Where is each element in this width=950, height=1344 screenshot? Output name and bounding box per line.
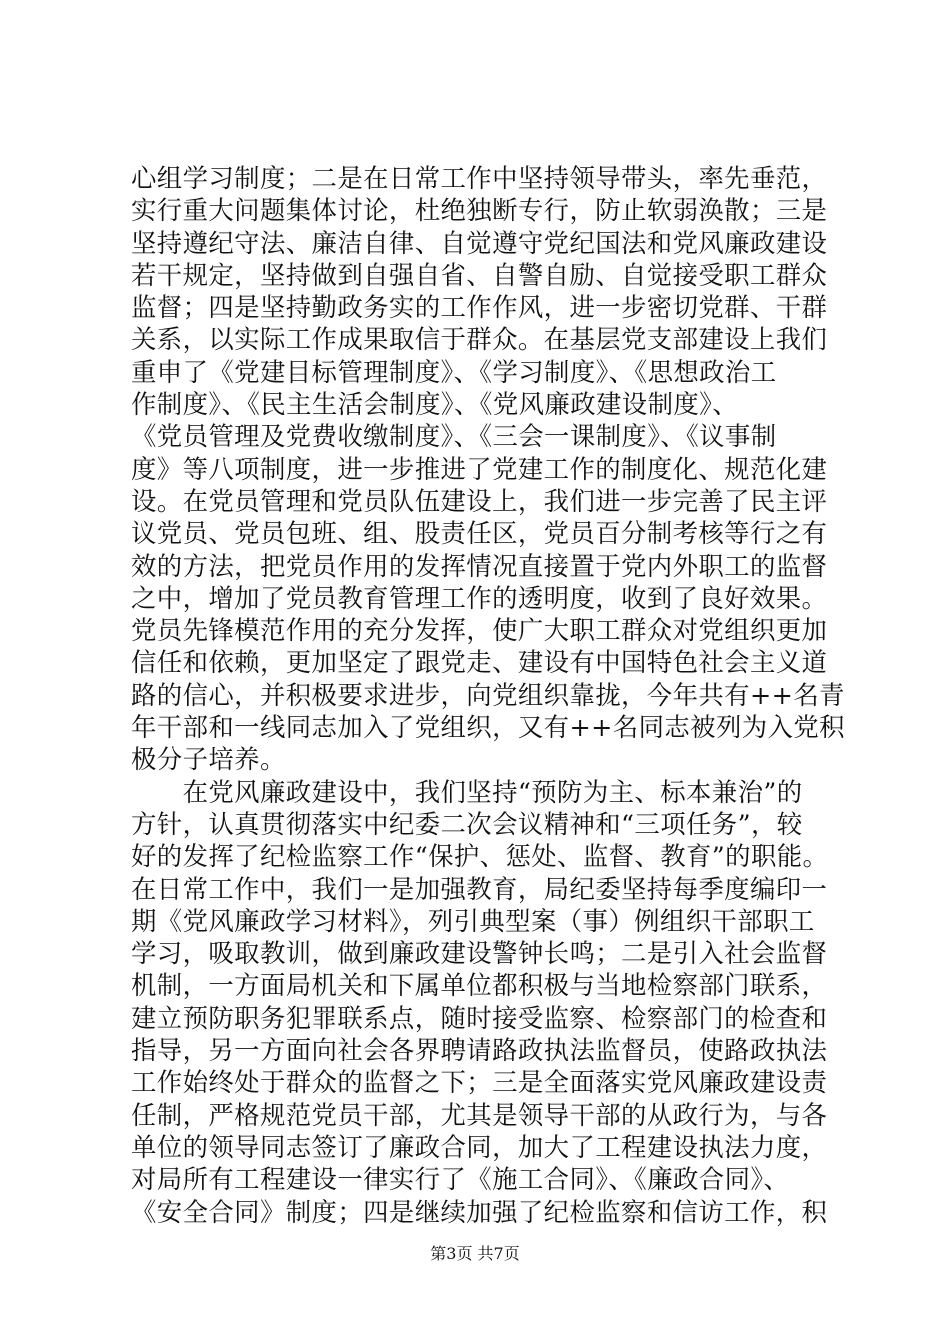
text-line: 工作始终处于群众的监督之下；三是全面落实党风廉政建设责 <box>131 1067 828 1098</box>
text-line: 信任和依赖，更加坚定了跟党走、建设有中国特色社会主义道 <box>131 647 828 678</box>
text-line: 对局所有工程建设一律实行了《施工合同》、《廉政合同》、 <box>131 1164 790 1195</box>
text-line: 学习，吸取教训，做到廉政建设警钟长鸣；二是引入社会监督 <box>131 938 828 969</box>
text-line: 单位的领导同志签订了廉政合同，加大了工程建设执法力度， <box>131 1131 828 1162</box>
text-line: 在日常工作中，我们一是加强教育，局纪委坚持每季度编印一 <box>131 873 828 904</box>
text-line: 之中，增加了党员教育管理工作的透明度，收到了良好效果。 <box>131 582 828 613</box>
text-line: 《党员管理及党费收缴制度》、《三会一课制度》、《议事制 <box>131 421 777 452</box>
text-line: 党员先锋模范作用的充分发挥，使广大职工群众对党组织更加 <box>131 615 828 646</box>
text-line: 任制，严格规范党员干部，尤其是领导干部的从政行为，与各 <box>131 1099 828 1130</box>
body-text <box>131 162 845 1228</box>
text-line: 《安全合同》制度；四是继续加强了纪检监察和信访工作，积 <box>131 1196 828 1227</box>
text-line: 路的信心，并积极要求进步，向党组织靠拢，今年共有++名青 <box>131 679 845 710</box>
text-line: 实行重大问题集体讨论，杜绝独断专行，防止软弱涣散；三是 <box>131 195 828 226</box>
text-line: 年干部和一线同志加入了党组织，又有++名同志被列为入党积 <box>131 712 845 743</box>
page-number-label: 第3页 共7页 <box>430 1244 520 1263</box>
text-line: 议党员、党员包班、组、股责任区，党员百分制考核等行之有 <box>131 518 828 549</box>
text-line: 若干规定，坚持做到自强自省、自警自励、自觉接受职工群众 <box>131 259 828 290</box>
text-line: 坚持遵纪守法、廉洁自律、自觉遵守党纪国法和党风廉政建设 <box>131 227 828 258</box>
text-line: 作制度》、《民主生活会制度》、《党风廉政建设制度》、 <box>131 389 739 420</box>
text-line: 度》等八项制度，进一步推进了党建工作的制度化、规范化建 <box>131 453 828 484</box>
text-line: 监督；四是坚持勤政务实的工作作风，进一步密切党群、干群 <box>131 292 828 323</box>
text-line: 重申了《党建目标管理制度》、《学习制度》、《思想政治工 <box>131 356 777 387</box>
text-line: 指导，另一方面向社会各界聘请路政执法监督员，使路政执法 <box>131 1035 828 1066</box>
text-line: 建立预防职务犯罪联系点，随时接受监察、检察部门的检查和 <box>131 1002 828 1033</box>
text-line: 极分子培养。 <box>131 744 286 775</box>
text-line: 设。在党员管理和党员队伍建设上，我们进一步完善了民主评 <box>131 485 828 516</box>
page-footer <box>0 1244 950 1264</box>
text-line: 效的方法，把党员作用的发挥情况直接置于党内外职工的监督 <box>131 550 828 581</box>
text-line: 机制，一方面局机关和下属单位都积极与当地检察部门联系， <box>131 970 828 1001</box>
text-line: 心组学习制度；二是在日常工作中坚持领导带头，率先垂范， <box>131 163 828 193</box>
text-line: 期《党风廉政学习材料》，列引典型案（事）例组织干部职工 <box>131 905 815 936</box>
text-line: 关系，以实际工作成果取信于群众。在基层党支部建设上我们 <box>131 324 828 355</box>
text-line: 在党风廉政建设中，我们坚持“预防为主、标本兼治”的 <box>131 776 803 807</box>
text-line: 方针，认真贯彻落实中纪委二次会议精神和“三项任务”，较 <box>131 808 803 839</box>
text-line: 好的发挥了纪检监察工作“保护、惩处、监督、教育”的职能。 <box>131 841 829 872</box>
